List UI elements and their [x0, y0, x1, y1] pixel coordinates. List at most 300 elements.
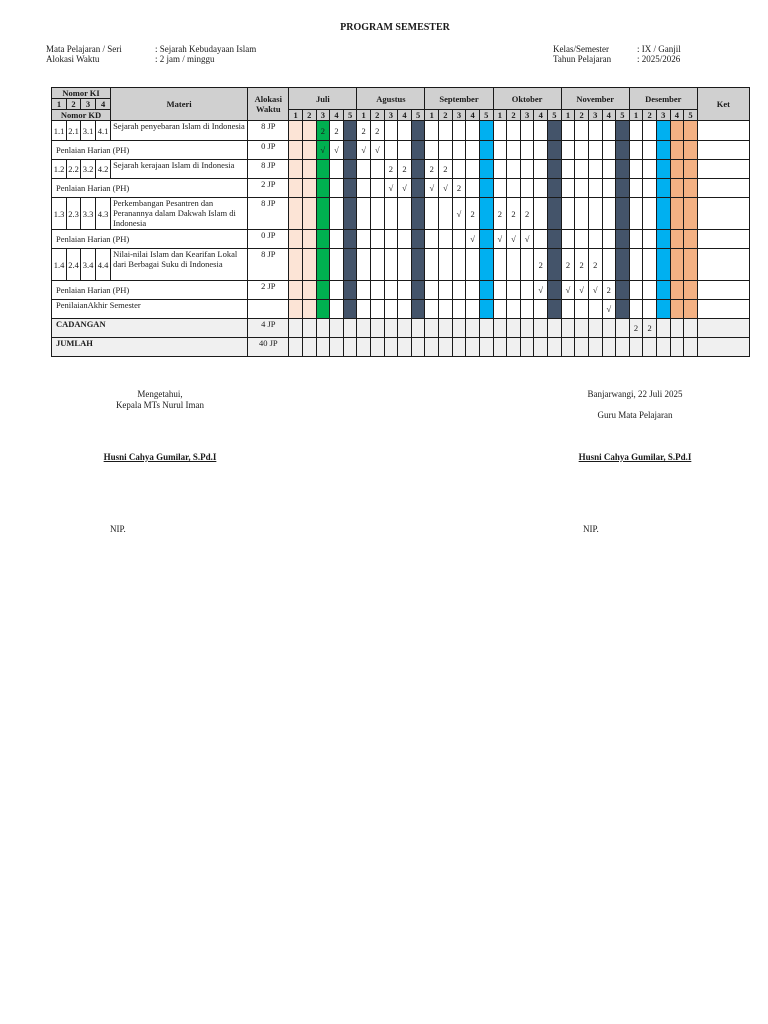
week-number: 5	[411, 110, 425, 121]
week-cell	[602, 141, 616, 160]
week-cell	[425, 281, 439, 300]
week-cell	[316, 338, 330, 357]
week-cell	[684, 141, 698, 160]
week-number: 4	[398, 110, 412, 121]
ket-header: Ket	[697, 88, 749, 121]
week-cell	[520, 300, 534, 319]
mapel-value: : Sejarah Kebudayaan Islam	[155, 44, 257, 54]
schedule-mark: 2	[534, 249, 548, 281]
tahun-label: Tahun Pelajaran	[553, 54, 612, 64]
alokasi-cell: 0 JP	[248, 230, 289, 249]
schedule-mark: 2	[602, 281, 616, 300]
week-cell	[684, 179, 698, 198]
ket-cell	[697, 179, 749, 198]
schedule-mark: 2	[588, 249, 602, 281]
schedule-mark: 2	[629, 319, 643, 338]
week-cell	[466, 121, 480, 141]
sig-left-name: Husni Cahya Gumilar, S.Pd.I	[103, 452, 217, 462]
week-cell	[357, 300, 371, 319]
week-cell	[493, 249, 507, 281]
ki-number: 1	[52, 99, 67, 110]
kelas-value: : IX / Ganjil	[637, 44, 681, 54]
week-cell	[330, 198, 344, 230]
week-cell	[452, 160, 466, 179]
week-cell	[330, 179, 344, 198]
week-cell	[548, 230, 562, 249]
week-cell	[425, 198, 439, 230]
week-cell	[452, 141, 466, 160]
week-number: 4	[330, 110, 344, 121]
ki-number: 2	[67, 99, 81, 110]
schedule-mark: √	[466, 230, 480, 249]
ket-cell	[697, 230, 749, 249]
week-cell	[507, 179, 521, 198]
alokasi-cell: 2 JP	[248, 179, 289, 198]
week-cell	[302, 230, 316, 249]
kd-number: 4.3	[96, 198, 111, 230]
materi-cell: Sejarah penyebaran Islam di Indonesia	[111, 121, 248, 141]
week-cell	[384, 141, 398, 160]
schedule-mark: √	[520, 230, 534, 249]
table-row	[52, 121, 750, 141]
week-cell	[602, 230, 616, 249]
schedule-mark: 2	[466, 198, 480, 230]
schedule-mark: 2	[370, 121, 384, 141]
week-cell	[548, 141, 562, 160]
table-row	[52, 319, 750, 338]
month-header: Juli	[289, 88, 357, 110]
schedule-mark: 2	[316, 121, 330, 141]
week-number: 5	[548, 110, 562, 121]
week-cell	[343, 230, 357, 249]
week-cell	[507, 141, 521, 160]
week-cell	[588, 179, 602, 198]
week-cell	[439, 300, 453, 319]
week-number: 1	[289, 110, 303, 121]
week-cell	[479, 121, 493, 141]
schedule-mark: 2	[439, 160, 453, 179]
week-cell	[316, 281, 330, 300]
table-row	[52, 141, 750, 160]
week-cell	[343, 338, 357, 357]
week-cell	[548, 300, 562, 319]
week-cell	[302, 198, 316, 230]
week-cell	[588, 141, 602, 160]
week-cell	[561, 338, 575, 357]
week-cell	[439, 319, 453, 338]
week-cell	[289, 319, 303, 338]
week-number: 1	[425, 110, 439, 121]
week-cell	[507, 300, 521, 319]
week-cell	[643, 281, 657, 300]
week-cell	[616, 319, 630, 338]
week-cell	[411, 121, 425, 141]
week-cell	[425, 230, 439, 249]
week-cell	[684, 319, 698, 338]
week-cell	[561, 319, 575, 338]
kelas-label: Kelas/Semester	[553, 44, 609, 54]
week-cell	[670, 198, 684, 230]
week-cell	[616, 249, 630, 281]
week-cell	[479, 141, 493, 160]
week-cell	[534, 179, 548, 198]
schedule-mark: √	[330, 141, 344, 160]
summary-label: CADANGAN	[52, 319, 248, 338]
kd-number: 2.4	[67, 249, 81, 281]
materi-header: Materi	[111, 88, 248, 121]
week-cell	[507, 281, 521, 300]
week-cell	[330, 230, 344, 249]
week-cell	[616, 160, 630, 179]
week-cell	[357, 281, 371, 300]
alokasi-cell: 8 JP	[248, 198, 289, 230]
week-cell	[548, 179, 562, 198]
kd-number: 1.2	[52, 160, 67, 179]
week-number: 2	[439, 110, 453, 121]
week-cell	[656, 179, 670, 198]
week-cell	[384, 198, 398, 230]
week-cell	[656, 319, 670, 338]
sig-right-line2: Guru Mata Pelajaran	[597, 410, 673, 420]
week-cell	[493, 319, 507, 338]
week-cell	[384, 281, 398, 300]
week-number: 3	[316, 110, 330, 121]
ket-cell	[697, 249, 749, 281]
week-number: 1	[561, 110, 575, 121]
week-number: 1	[629, 110, 643, 121]
week-cell	[507, 121, 521, 141]
week-cell	[289, 160, 303, 179]
kd-number: 4.1	[96, 121, 111, 141]
kd-number: 1.3	[52, 198, 67, 230]
week-cell	[670, 121, 684, 141]
schedule-mark: 2	[561, 249, 575, 281]
week-cell	[343, 179, 357, 198]
week-cell	[548, 249, 562, 281]
kd-number: 3.4	[81, 249, 96, 281]
schedule-mark: √	[493, 230, 507, 249]
week-cell	[316, 300, 330, 319]
ket-cell	[697, 121, 749, 141]
ket-cell	[697, 160, 749, 179]
week-cell	[629, 300, 643, 319]
table-row	[52, 198, 750, 230]
week-cell	[602, 179, 616, 198]
week-number: 3	[384, 110, 398, 121]
ket-cell	[697, 300, 749, 319]
assessment-label: Penlaian Harian (PH)	[52, 230, 248, 249]
week-cell	[561, 198, 575, 230]
week-cell	[507, 319, 521, 338]
week-cell	[357, 249, 371, 281]
schedule-mark: √	[452, 198, 466, 230]
week-cell	[425, 300, 439, 319]
schedule-mark: √	[357, 141, 371, 160]
table-row	[52, 281, 750, 300]
week-cell	[670, 230, 684, 249]
ket-cell	[697, 198, 749, 230]
week-cell	[411, 160, 425, 179]
week-cell	[411, 319, 425, 338]
week-cell	[588, 160, 602, 179]
week-cell	[670, 160, 684, 179]
week-cell	[466, 319, 480, 338]
week-number: 2	[575, 110, 589, 121]
sig-left-line2: Kepala MTs Nurul Iman	[115, 400, 205, 410]
week-number: 2	[302, 110, 316, 121]
week-number: 4	[466, 110, 480, 121]
week-cell	[520, 338, 534, 357]
alokasi-cell: 2 JP	[248, 281, 289, 300]
week-cell	[643, 198, 657, 230]
week-cell	[302, 338, 316, 357]
week-cell	[575, 230, 589, 249]
week-cell	[411, 198, 425, 230]
kd-number: 2.3	[67, 198, 81, 230]
week-cell	[588, 319, 602, 338]
week-cell	[493, 281, 507, 300]
week-cell	[684, 300, 698, 319]
week-cell	[370, 300, 384, 319]
schedule-mark: √	[384, 179, 398, 198]
week-cell	[289, 179, 303, 198]
week-cell	[629, 338, 643, 357]
week-cell	[316, 319, 330, 338]
week-cell	[548, 319, 562, 338]
week-cell	[302, 121, 316, 141]
ket-cell	[697, 319, 749, 338]
schedule-mark: 2	[575, 249, 589, 281]
week-cell	[302, 160, 316, 179]
week-cell	[656, 141, 670, 160]
table-row	[52, 338, 750, 357]
week-cell	[602, 249, 616, 281]
week-cell	[411, 338, 425, 357]
week-cell	[602, 198, 616, 230]
week-cell	[343, 281, 357, 300]
schedule-mark: 2	[507, 198, 521, 230]
materi-cell: Perkembangan Pesantren dan Peranannya dalam Dakwah Islam di Indonesia	[111, 198, 248, 230]
week-cell	[493, 121, 507, 141]
schedule-mark: 2	[398, 160, 412, 179]
week-cell	[629, 121, 643, 141]
kd-number: 1.4	[52, 249, 67, 281]
week-cell	[302, 319, 316, 338]
week-number: 4	[534, 110, 548, 121]
week-number: 3	[520, 110, 534, 121]
week-cell	[534, 121, 548, 141]
week-cell	[684, 198, 698, 230]
sig-left-line1: Mengetahui,	[137, 389, 183, 399]
kd-number: 4.2	[96, 160, 111, 179]
schedule-mark: √	[316, 141, 330, 160]
week-cell	[616, 179, 630, 198]
week-number: 5	[616, 110, 630, 121]
week-cell	[289, 141, 303, 160]
week-cell	[302, 141, 316, 160]
week-number: 2	[370, 110, 384, 121]
week-cell	[534, 300, 548, 319]
week-cell	[493, 160, 507, 179]
program-semester-table	[51, 87, 750, 357]
week-cell	[479, 160, 493, 179]
week-cell	[548, 338, 562, 357]
week-cell	[411, 179, 425, 198]
week-cell	[466, 249, 480, 281]
week-cell	[384, 121, 398, 141]
schedule-mark: √	[588, 281, 602, 300]
page-title: PROGRAM SEMESTER	[340, 22, 450, 33]
week-cell	[588, 230, 602, 249]
week-cell	[575, 300, 589, 319]
week-cell	[520, 141, 534, 160]
week-cell	[548, 121, 562, 141]
week-cell	[561, 141, 575, 160]
schedule-mark: √	[507, 230, 521, 249]
week-cell	[670, 179, 684, 198]
materi-cell: Nilai-nilai Islam dan Kearifan Lokal dari Berbagai Suku di Indonesia	[111, 249, 248, 281]
week-cell	[656, 249, 670, 281]
week-cell	[316, 160, 330, 179]
assessment-label: Penlaian Harian (PH)	[52, 281, 248, 300]
week-cell	[439, 230, 453, 249]
week-cell	[670, 249, 684, 281]
week-cell	[343, 141, 357, 160]
table-row	[52, 300, 750, 319]
week-number: 5	[343, 110, 357, 121]
week-cell	[616, 230, 630, 249]
table-row	[52, 179, 750, 198]
week-cell	[330, 281, 344, 300]
week-cell	[384, 249, 398, 281]
week-cell	[398, 121, 412, 141]
week-number: 1	[493, 110, 507, 121]
schedule-mark: 2	[384, 160, 398, 179]
week-cell	[330, 249, 344, 281]
week-cell	[466, 281, 480, 300]
schedule-mark: 2	[493, 198, 507, 230]
week-cell	[629, 179, 643, 198]
week-cell	[411, 281, 425, 300]
week-cell	[643, 300, 657, 319]
week-cell	[534, 230, 548, 249]
week-cell	[357, 319, 371, 338]
summary-label: JUMLAH	[52, 338, 248, 357]
table-row	[52, 230, 750, 249]
kd-number: 3.2	[81, 160, 96, 179]
week-cell	[302, 249, 316, 281]
week-cell	[629, 160, 643, 179]
week-cell	[289, 198, 303, 230]
week-cell	[616, 338, 630, 357]
week-cell	[534, 319, 548, 338]
week-cell	[520, 249, 534, 281]
week-cell	[656, 338, 670, 357]
week-cell	[466, 179, 480, 198]
week-cell	[588, 338, 602, 357]
week-cell	[357, 230, 371, 249]
week-cell	[357, 179, 371, 198]
schedule-mark: √	[398, 179, 412, 198]
week-cell	[588, 300, 602, 319]
week-cell	[466, 141, 480, 160]
kd-number: 2.2	[67, 160, 81, 179]
week-cell	[398, 338, 412, 357]
ket-cell	[697, 281, 749, 300]
week-cell	[493, 338, 507, 357]
alokasi-cell: 8 JP	[248, 160, 289, 179]
alokasi-header: Alokasi Waktu	[248, 88, 289, 121]
week-cell	[616, 121, 630, 141]
sig-right-line1: Banjarwangi, 22 Juli 2025	[587, 389, 683, 399]
week-number: 3	[656, 110, 670, 121]
nomor-ki-header: Nomor KI	[52, 88, 111, 99]
week-cell	[479, 300, 493, 319]
week-cell	[656, 230, 670, 249]
week-cell	[384, 230, 398, 249]
sig-left-nip: NIP.	[110, 524, 126, 534]
week-cell	[316, 230, 330, 249]
week-cell	[575, 160, 589, 179]
sig-right-nip: NIP.	[583, 524, 599, 534]
week-cell	[616, 281, 630, 300]
week-cell	[656, 281, 670, 300]
week-cell	[343, 249, 357, 281]
week-cell	[575, 198, 589, 230]
week-cell	[425, 338, 439, 357]
week-cell	[575, 141, 589, 160]
week-number: 5	[684, 110, 698, 121]
week-cell	[602, 319, 616, 338]
week-cell	[439, 281, 453, 300]
week-cell	[316, 249, 330, 281]
week-cell	[575, 319, 589, 338]
week-cell	[520, 319, 534, 338]
week-cell	[629, 141, 643, 160]
assessment-label: Penlaian Harian (PH)	[52, 141, 248, 160]
week-cell	[370, 281, 384, 300]
week-cell	[466, 300, 480, 319]
schedule-mark: √	[575, 281, 589, 300]
alokasi-cell: 4 JP	[248, 319, 289, 338]
ki-number: 4	[96, 99, 111, 110]
week-cell	[602, 338, 616, 357]
week-cell	[425, 121, 439, 141]
week-cell	[316, 179, 330, 198]
week-number: 2	[643, 110, 657, 121]
week-cell	[370, 230, 384, 249]
assessment-label: PenilaianAkhir Semester	[52, 300, 248, 319]
alokasi-cell: 40 JP	[248, 338, 289, 357]
week-cell	[289, 281, 303, 300]
schedule-mark: 2	[452, 179, 466, 198]
schedule-mark: 2	[425, 160, 439, 179]
week-cell	[398, 281, 412, 300]
week-cell	[561, 230, 575, 249]
schedule-mark: √	[561, 281, 575, 300]
schedule-mark: √	[425, 179, 439, 198]
week-cell	[684, 281, 698, 300]
week-cell	[302, 179, 316, 198]
week-cell	[656, 160, 670, 179]
week-cell	[466, 160, 480, 179]
week-cell	[684, 338, 698, 357]
month-header: Oktober	[493, 88, 561, 110]
week-cell	[398, 230, 412, 249]
week-cell	[588, 121, 602, 141]
schedule-mark: √	[534, 281, 548, 300]
week-cell	[575, 338, 589, 357]
